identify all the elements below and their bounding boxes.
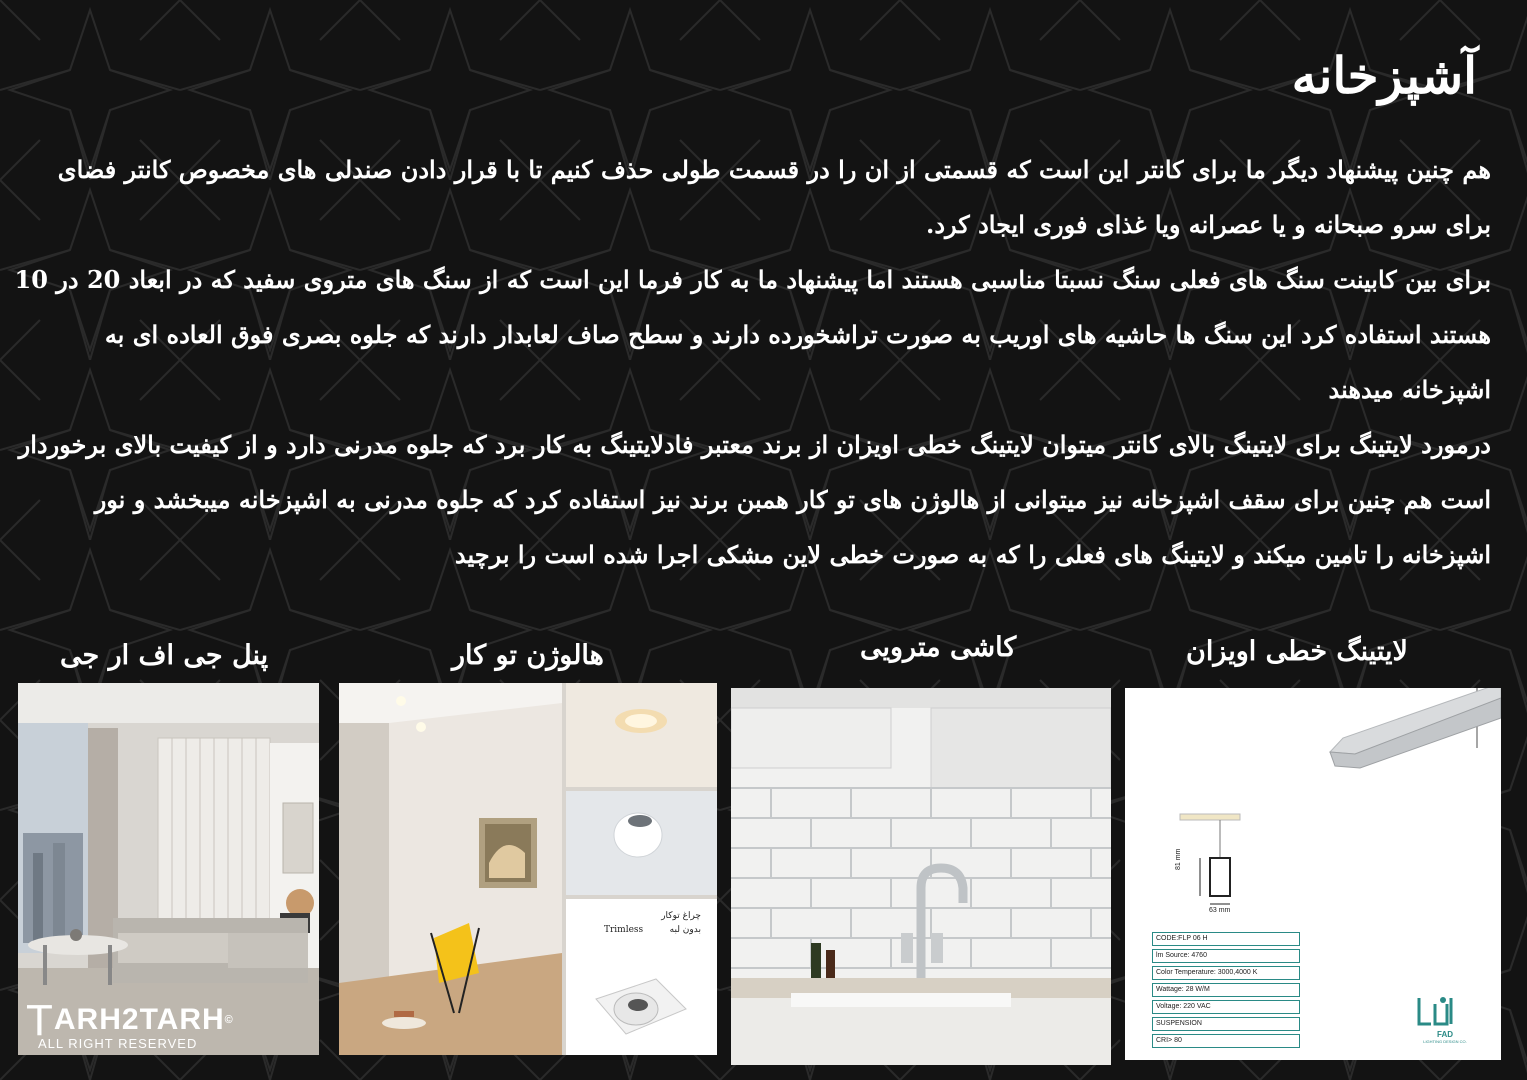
- paragraph-lighting: درمورد لایتینگ برای لایتینگ بالای کانتر میتوان لایتینگ خطی اویزان از برند معتبر فادلایتینگ به کار برد که جلوه مدرنی دارد و از کیفیت بالای برخوردار است هم چنین برای سقف اشپزخانه نیز میتوانی از هالوژن های تو کار همبن برند نیز استفاده کرد که جلوه مدرنی به اشپزخانه میبخشد و نور اشپزخانه را تامین میکند و لایتینگ های فعلی را که به صورت خطی لاین مشکی اجرا شده است را برچید: [18, 430, 1491, 569]
- photo-grfg-panel-room: [18, 683, 319, 1055]
- spec-row: Voltage: 220 VAC: [1152, 1000, 1300, 1014]
- label-metro-tile: کاشی مترویی: [860, 632, 1017, 663]
- paragraph-counter: هم چنین پیشنهاد دیگر ما برای کانتر این است که قسمتی از ان را در قسمت طولی حذف کنیم تا با قرار دادن صندلی های مخصوص کانتر فضای برای سرو صبحانه و یا عصرانه ویا غذای فوری ایجاد کرد.: [57, 155, 1491, 239]
- halogen-detail-top: [566, 683, 717, 787]
- label-linear-pendant: لایتینگ خطی اویزان: [1186, 636, 1408, 667]
- fad-logo: [1415, 994, 1475, 1044]
- halogen-caption-1: چراغ توکار: [661, 911, 701, 921]
- spec-sheet-linear-pendant: [1125, 688, 1501, 1060]
- spec-row: SUSPENSION: [1152, 1017, 1300, 1031]
- watermark-logo: TARH2TARH© ALL RIGHT RESERVED: [26, 996, 234, 1051]
- halogen-detail-mid: [566, 791, 717, 895]
- halogen-caption-2: Trimless: [604, 925, 644, 935]
- label-grfg-panel: پنل جی اف ار جی: [60, 640, 269, 671]
- watermark-brand: ARH2TARH: [53, 1003, 225, 1036]
- label-recessed-halogen: هالوژن تو کار: [452, 640, 604, 671]
- halogen-detail-product: [566, 899, 717, 1055]
- body-text: [14, 142, 1491, 582]
- spec-row: CRI> 80: [1152, 1034, 1300, 1048]
- halogen-caption-3: بدون لبه: [669, 925, 701, 935]
- watermark-rights: ALL RIGHT RESERVED: [38, 1036, 198, 1051]
- photo-recessed-halogen: [339, 683, 717, 1055]
- page-title: آشپزخانه: [1291, 46, 1477, 105]
- fad-logo-icon: [1415, 994, 1457, 1030]
- fad-logo-text: FAD: [1437, 1030, 1453, 1039]
- paragraph-stone: برای بین کابینت سنگ های فعلی سنگ نسبتا مناسبی هستند اما پیشنهاد ما به کار فرما این است که از سنگ های متروی سفید که در ابعاد 20 در 10 هستند استفاده کرد این سنگ ها حاشیه های اوریب به صورت تراشخورده دارند و سطح صاف لعابدار دارند که جلوه بصری فوق العاده ای به اشپزخانه میدهند: [14, 265, 1491, 404]
- spec-row: Color Temperature: 3000,4000 K: [1152, 966, 1300, 980]
- photo-metro-tile-kitchen: [731, 688, 1111, 1065]
- spec-dim-width: 63 mm: [1209, 907, 1231, 914]
- spec-table: [1152, 932, 1300, 1048]
- spec-row: Wattage: 28 W/M: [1152, 983, 1300, 997]
- spec-dim-height: 81 mm: [1175, 848, 1182, 870]
- spec-row: CODE:FLP 06 H: [1152, 932, 1300, 946]
- spec-row: lm Source: 4760: [1152, 949, 1300, 963]
- watermark-copyright: ©: [224, 1014, 234, 1026]
- fad-logo-sub: LIGHTING DESIGN CO.: [1423, 1039, 1467, 1044]
